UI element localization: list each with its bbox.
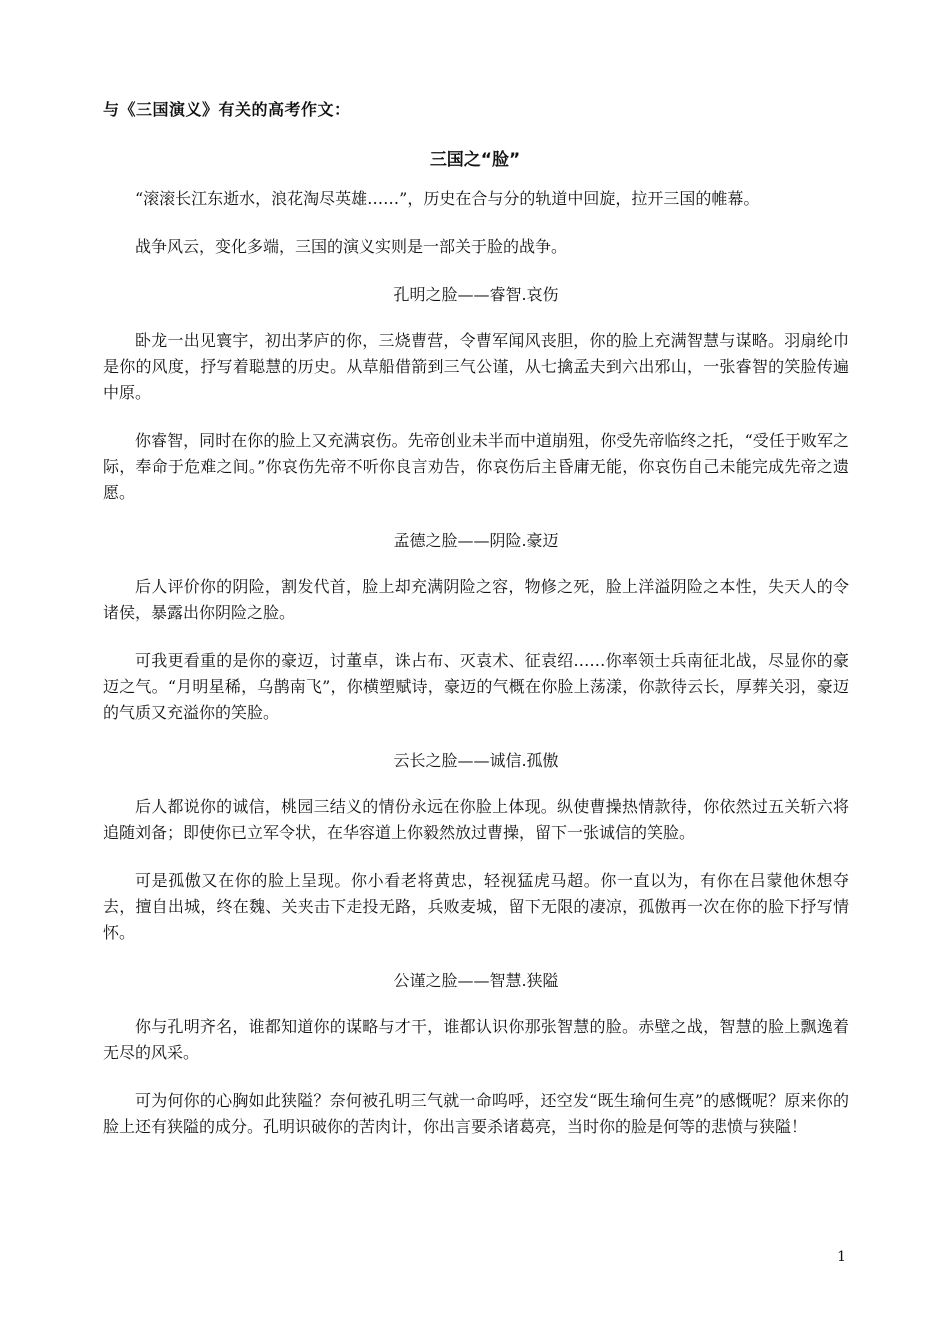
body-paragraph: 后人评价你的阴险，割发代首，脸上却充满阴险之容，物修之死，脸上洋溢阴险之本性，失天人的令诸侯，暴露出你阴险之脸。	[103, 577, 849, 622]
section-title: 孔明之脸——睿智.哀伤	[393, 285, 559, 304]
body-paragraph: 你与孔明齐名，谁都知道你的谋略与才干，谁都认识你那张智慧的脸。赤壁之战，智慧的脸上飘逸着无尽的风采。	[103, 1017, 849, 1062]
body-paragraph: 你睿智，同时在你的脸上又充满哀伤。先帝创业未半而中道崩殂，你受先帝临终之托，“受任于败军之际，奉命于危难之间。”你哀伤先帝不听你良言劝告，你哀伤后主昏庸无能，你哀伤自己未能完成先帝之遗愿。	[103, 431, 849, 502]
intro-paragraph: “滚滚长江东逝水，浪花淘尽英雄……”，历史在合与分的轨道中回旋，拉开三国的帷幕。	[135, 189, 760, 208]
section-title: 云长之脸——诚信.孤傲	[393, 751, 559, 770]
document-heading: 与《三国演义》有关的高考作文：	[103, 100, 351, 119]
body-paragraph: 可我更看重的是你的豪迈，讨董卓，诛占布、灭袁术、征袁绍……你率领士兵南征北战，尽显你的豪迈之气。“月明星稀，乌鹊南飞”，你横塑赋诗，豪迈的气概在你脸上荡漾，你款待云长，厚葬关羽，豪迈的气质又充溢你的笑脸。	[103, 651, 849, 722]
page-number: 1	[837, 1249, 846, 1265]
section-title: 公谨之脸——智慧.狭隘	[393, 971, 559, 990]
body-paragraph: 可为何你的心胸如此狭隘？奈何被孔明三气就一命呜呼，还空发“既生瑜何生亮”的感慨呢？原来你的脸上还有狭隘的成分。孔明识破你的苦肉计，你出言要杀诸葛亮，当时你的脸是何等的悲愤与狭隘！	[103, 1091, 849, 1136]
body-paragraph: 可是孤傲又在你的脸上呈现。你小看老将黄忠，轻视猛虎马超。你一直以为，有你在吕蒙他休想夺去，擅自出城，终在魏、关夹击下走投无路，兵败麦城，留下无限的凄凉，孤傲再一次在你的脸下抒写情怀。	[103, 871, 849, 942]
essay-body	[103, 186, 849, 1162]
section-title: 孟德之脸——阴险.豪迈	[393, 531, 559, 550]
essay-title: 三国之“脸”	[429, 150, 521, 170]
intro-paragraph: 战争风云，变化多端，三国的演义实则是一部关于脸的战争。	[135, 237, 568, 256]
body-paragraph: 后人都说你的诚信，桃园三结义的情份永远在你脸上体现。纵使曹操热情款待，你依然过五关斩六将追随刘备；即使你已立军令状，在华容道上你毅然放过曹操，留下一张诚信的笑脸。	[103, 797, 849, 842]
body-paragraph: 卧龙一出见寰宇，初出茅庐的你，三烧曹营，令曹军闻风丧胆，你的脸上充满智慧与谋略。羽扇纶巾是你的风度，抒写着聪慧的历史。从草船借箭到三气公谨，从七擒孟夫到六出邪山，一张睿智的笑脸传遍中原。	[103, 331, 849, 402]
